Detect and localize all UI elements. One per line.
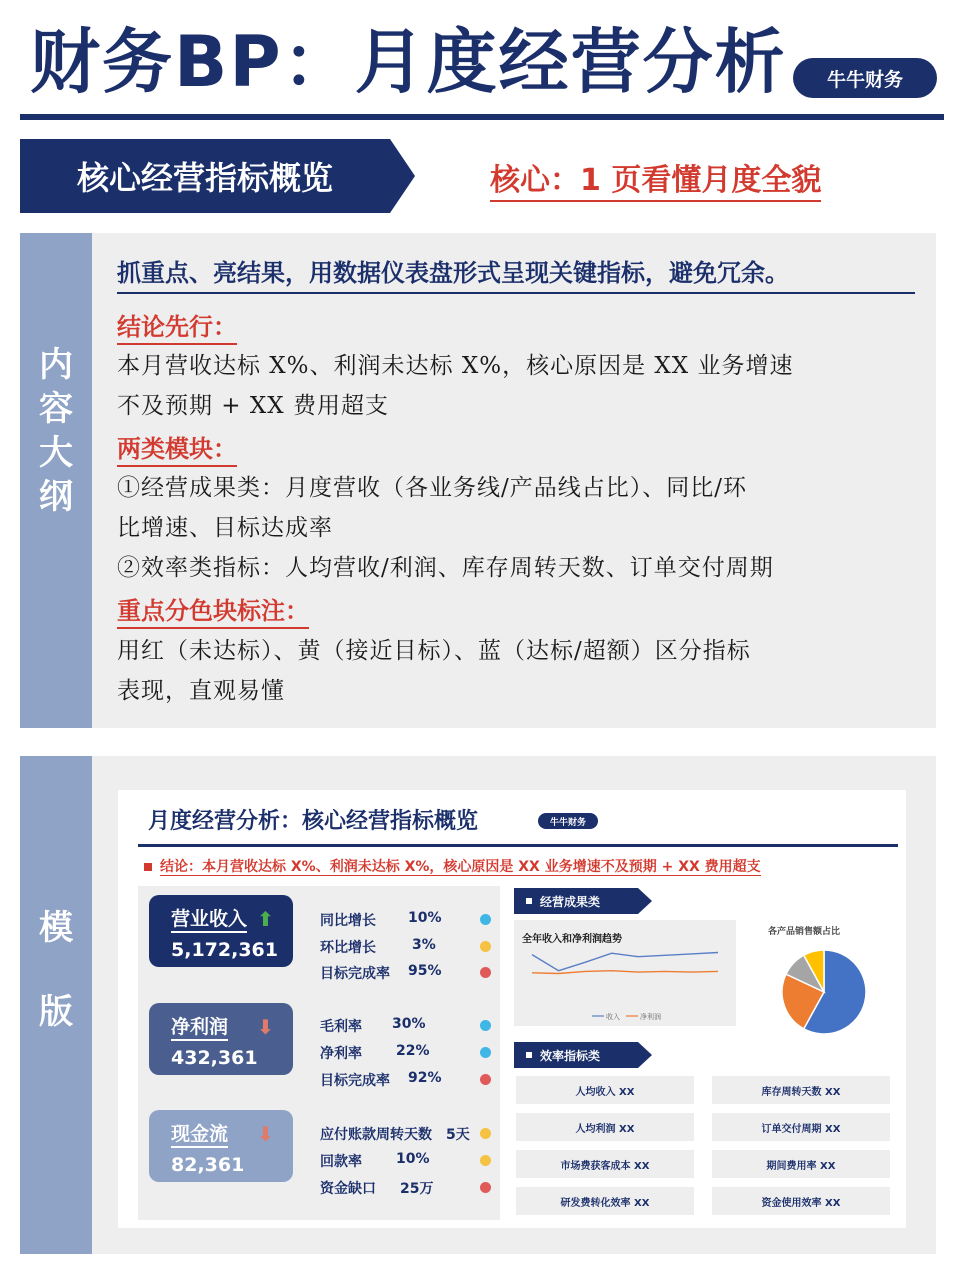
outline-side-tab <box>20 233 92 728</box>
results-section-label: 经营成果类 <box>540 894 601 909</box>
efficiency-item: 订单交付周期 XX <box>712 1113 890 1141</box>
outline-body-colors <box>117 631 917 711</box>
tag-bullet-icon <box>526 1052 532 1058</box>
pie-chart-title: 各产品销售额占比 <box>768 927 841 937</box>
trend-down-icon: ⬇ <box>257 1015 274 1039</box>
outline-tab-char: 容 <box>39 389 73 429</box>
pie-chart <box>774 942 874 1042</box>
status-dot-icon <box>480 1155 491 1166</box>
efficiency-section-label: 效率指标类 <box>540 1048 601 1063</box>
line-chart-box <box>514 920 736 1026</box>
outline-line: ①经营成果类：月度营收（各业务线/产品线占比）、同比/环 <box>117 475 747 501</box>
kpi-label: 现金流 <box>171 1122 228 1148</box>
kpi-label: 营业收入 <box>171 907 247 933</box>
metric-label: 资金缺口 <box>320 1181 376 1197</box>
metric-value: 25万 <box>400 1181 434 1197</box>
metric-label: 环比增长 <box>320 940 376 956</box>
kpi-metric-row <box>320 1124 490 1144</box>
kpi-metric-row <box>320 1178 490 1198</box>
series-line-0 <box>532 953 718 971</box>
kpi-metric-row <box>320 910 490 930</box>
status-dot-icon <box>480 1128 491 1139</box>
kpi-metric-row <box>320 1043 490 1063</box>
template-tab-char: 模 <box>39 908 73 948</box>
efficiency-item: 人均利润 XX <box>516 1113 694 1141</box>
core-note: 核心：1 页看懂月度全貌 <box>490 162 821 202</box>
metric-value: 92% <box>408 1070 442 1086</box>
status-dot-icon <box>480 1020 491 1031</box>
outline-panel <box>20 233 936 728</box>
outline-line: 用红（未达标）、黄（接近目标）、蓝（达标/超额）区分指标 <box>117 638 751 664</box>
metric-value: 95% <box>408 963 442 979</box>
line-chart-title: 全年收入和净利润趋势 <box>522 934 622 945</box>
template-panel <box>20 756 936 1254</box>
dashboard-title: 月度经营分析：核心经营指标概览 <box>148 809 479 834</box>
outline-body-modules <box>117 468 917 588</box>
status-dot-icon <box>480 941 491 952</box>
efficiency-item: 库存周转天数 XX <box>712 1076 890 1104</box>
outline-line: 表现，直观易懂 <box>117 678 285 704</box>
kpi-area <box>138 886 500 1220</box>
efficiency-item: 研发费转化效率 XX <box>516 1187 694 1215</box>
status-dot-icon <box>480 914 491 925</box>
conclusion-text: 结论：本月营收达标 X%、利润未达标 X%，核心原因是 XX 业务增速不及预期 + XX 费用超支 <box>160 859 761 875</box>
legend-profit-label: 净利润 <box>640 1013 661 1021</box>
dashboard-divider <box>138 844 898 847</box>
outline-body-conclusion <box>117 346 917 426</box>
outline-line: 不及预期 + XX 费用超支 <box>117 393 389 419</box>
outline-tab-char: 内 <box>39 345 73 385</box>
header-divider <box>20 114 944 120</box>
efficiency-section-tag <box>514 1042 652 1068</box>
metric-label: 应付账款周转天数 <box>320 1127 432 1143</box>
section-banner <box>20 139 415 213</box>
kpi-card-net-profit <box>149 1003 293 1075</box>
kpi-metric-row <box>320 1151 490 1171</box>
metric-value: 3% <box>412 937 436 953</box>
brand-badge: 牛牛财务 <box>793 58 937 98</box>
kpi-card-revenue <box>149 895 293 967</box>
dashboard-conclusion <box>144 856 761 876</box>
outline-tab-char: 纲 <box>39 477 73 517</box>
line-chart <box>514 920 736 1026</box>
series-line-1 <box>532 971 718 974</box>
outline-heading-modules: 两类模块： <box>117 433 237 467</box>
outline-line: ②效率类指标：人均营收/利润、库存周转天数、订单交付周期 <box>117 555 774 581</box>
tag-bullet-icon <box>526 898 532 904</box>
trend-up-icon: ⬆ <box>257 907 274 931</box>
kpi-value: 5,172,361 <box>171 939 278 961</box>
template-tab-char: 版 <box>39 992 73 1032</box>
metric-value: 5天 <box>446 1127 470 1143</box>
dashboard-brand-badge: 牛牛财务 <box>538 813 598 829</box>
metric-label: 同比增长 <box>320 913 376 929</box>
kpi-card-cash-flow <box>149 1110 293 1182</box>
outline-line: 比增速、目标达成率 <box>117 515 333 541</box>
metric-value: 22% <box>396 1043 430 1059</box>
status-dot-icon <box>480 1047 491 1058</box>
outline-tab-char: 大 <box>39 433 73 473</box>
status-dot-icon <box>480 967 491 978</box>
kpi-metric-row <box>320 1070 490 1090</box>
results-section-tag <box>514 888 652 914</box>
dashboard-preview <box>118 790 906 1228</box>
kpi-label: 净利润 <box>171 1015 228 1041</box>
kpi-value: 432,361 <box>171 1047 258 1069</box>
metric-label: 目标完成率 <box>320 966 390 982</box>
status-dot-icon <box>480 1074 491 1085</box>
metric-value: 10% <box>408 910 442 926</box>
section-title: 核心经营指标概览 <box>76 159 333 197</box>
outline-heading-conclusion: 结论先行： <box>117 311 237 345</box>
trend-down-icon: ⬇ <box>257 1122 274 1146</box>
outline-lead: 抓重点、亮结果，用数据仪表盘形式呈现关键指标，避免冗余。 <box>117 253 915 294</box>
metric-label: 目标完成率 <box>320 1073 390 1089</box>
metric-label: 回款率 <box>320 1154 362 1170</box>
efficiency-item: 市场费获客成本 XX <box>516 1150 694 1178</box>
efficiency-item: 人均收入 XX <box>516 1076 694 1104</box>
metric-value: 10% <box>396 1151 430 1167</box>
status-dot-icon <box>480 1182 491 1193</box>
conclusion-bullet-icon <box>144 863 152 871</box>
kpi-value: 82,361 <box>171 1154 245 1176</box>
efficiency-item: 资金使用效率 XX <box>712 1187 890 1215</box>
metric-label: 净利率 <box>320 1046 362 1062</box>
outline-line: 本月营收达标 X%、利润未达标 X%，核心原因是 XX 业务增速 <box>117 353 794 379</box>
metric-label: 毛利率 <box>320 1019 362 1035</box>
legend-revenue-label: 收入 <box>606 1013 620 1021</box>
metric-value: 30% <box>392 1016 426 1032</box>
outline-heading-colors: 重点分色块标注： <box>117 595 309 629</box>
template-side-tab <box>20 756 92 1254</box>
kpi-metric-row <box>320 937 490 957</box>
page-title: 财务BP：月度经营分析 <box>30 21 787 103</box>
efficiency-item: 期间费用率 XX <box>712 1150 890 1178</box>
kpi-metric-row <box>320 1016 490 1036</box>
kpi-metric-row <box>320 963 490 983</box>
